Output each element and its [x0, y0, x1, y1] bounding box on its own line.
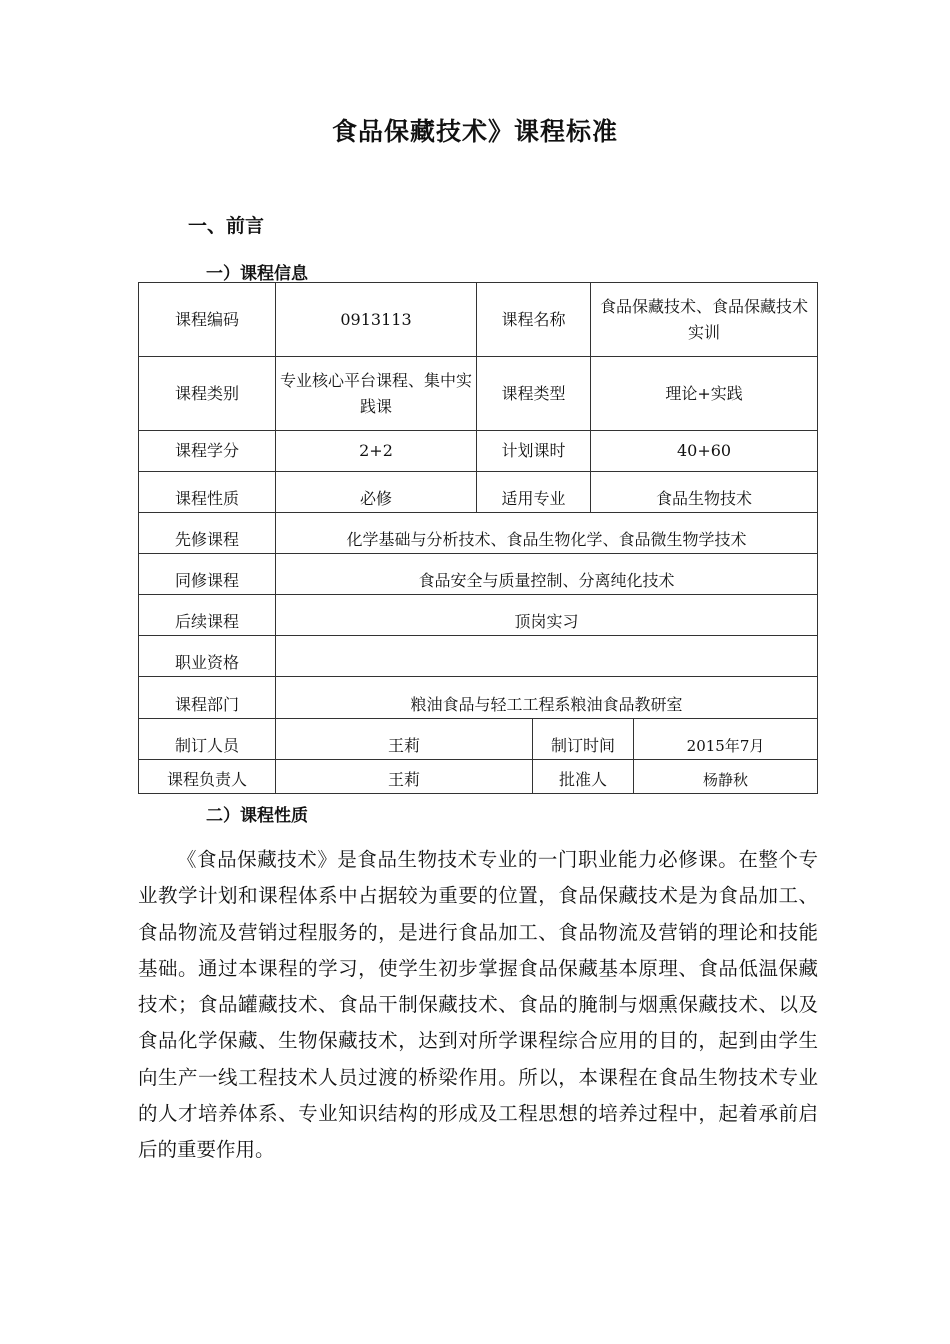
value-department: 粮油食品与轻工工程系粮油食品教研室: [276, 677, 818, 719]
value-qualification: [276, 636, 818, 677]
value-draft-date: 2015年7月: [634, 719, 818, 760]
value-approver: 杨静秋: [634, 760, 818, 794]
value-course-nature: 必修: [276, 472, 477, 513]
label-draft-date: 制订时间: [533, 719, 634, 760]
label-course-lead: 课程负责人: [139, 760, 276, 794]
value-follow-up: 顶岗实习: [276, 595, 818, 636]
value-course-category: 专业核心平台课程、集中实践课: [276, 357, 477, 431]
label-department: 课程部门: [139, 677, 276, 719]
section-heading-preface: 一、前言: [188, 215, 265, 237]
label-course-name: 课程名称: [477, 283, 591, 357]
label-corequisite: 同修课程: [139, 554, 276, 595]
table-row: [139, 431, 818, 472]
value-planned-hours: 40+60: [591, 431, 818, 472]
label-course-nature: 课程性质: [139, 472, 276, 513]
table-row: [139, 677, 818, 719]
table-row: [139, 595, 818, 636]
value-applicable-major: 食品生物技术: [591, 472, 818, 513]
value-prerequisite: 化学基础与分析技术、食品生物化学、食品微生物学技术: [276, 513, 818, 554]
label-planned-hours: 计划课时: [477, 431, 591, 472]
value-course-name: 食品保藏技术、食品保藏技术实训: [591, 283, 818, 357]
label-prerequisite: 先修课程: [139, 513, 276, 554]
document-title: 食品保藏技术》课程标准: [331, 117, 618, 146]
label-qualification: 职业资格: [139, 636, 276, 677]
paragraph-text: 《食品保藏技术》是食品生物技术专业的一门职业能力必修课。在整个专业教学计划和课程体系中占据较为重要的位置，食品保藏技术是为食品加工、食品物流及营销过程服务的，是进行食品加工、食品物流及营销的理论和技能基础。通过本课程的学习，使学生初步掌握食品保藏基本原理、食品低温保藏技术；食品罐藏技术、食品干制保藏技术、食品的腌制与烟熏保藏技术、以及食品化学保藏、生物保藏技术，达到对所学课程综合应用的目的，起到由学生向生产一线工程技术人员过渡的桥梁作用。所以，本课程在食品生物技术专业的人才培养体系、专业知识结构的形成及工程思想的培养过程中，起着承前启后的重要作用。: [138, 848, 818, 1162]
table-row: [139, 283, 818, 357]
label-course-type: 课程类型: [477, 357, 591, 431]
label-credits: 课程学分: [139, 431, 276, 472]
value-course-code: 0913113: [276, 283, 477, 357]
value-credits: 2+2: [276, 431, 477, 472]
table-row: [139, 472, 818, 513]
label-course-category: 课程类别: [139, 357, 276, 431]
table-row: [139, 636, 818, 677]
label-applicable-major: 适用专业: [477, 472, 591, 513]
value-drafter: 王莉: [276, 719, 533, 760]
table-row: [139, 554, 818, 595]
table-row: [139, 513, 818, 554]
course-nature-paragraph: [138, 842, 818, 1169]
table-row: [139, 719, 818, 760]
value-corequisite: 食品安全与质量控制、分离纯化技术: [276, 554, 818, 595]
label-follow-up: 后续课程: [139, 595, 276, 636]
label-approver: 批准人: [533, 760, 634, 794]
course-info-table: [138, 282, 818, 794]
value-course-type: 理论+实践: [591, 357, 818, 431]
table-row: [139, 760, 818, 794]
label-course-code: 课程编码: [139, 283, 276, 357]
table-row: [139, 357, 818, 431]
label-drafter: 制订人员: [139, 719, 276, 760]
subheading-course-nature: 二）课程性质: [206, 806, 308, 826]
subheading-course-info: 一）课程信息: [206, 264, 308, 284]
value-course-lead: 王莉: [276, 760, 533, 794]
